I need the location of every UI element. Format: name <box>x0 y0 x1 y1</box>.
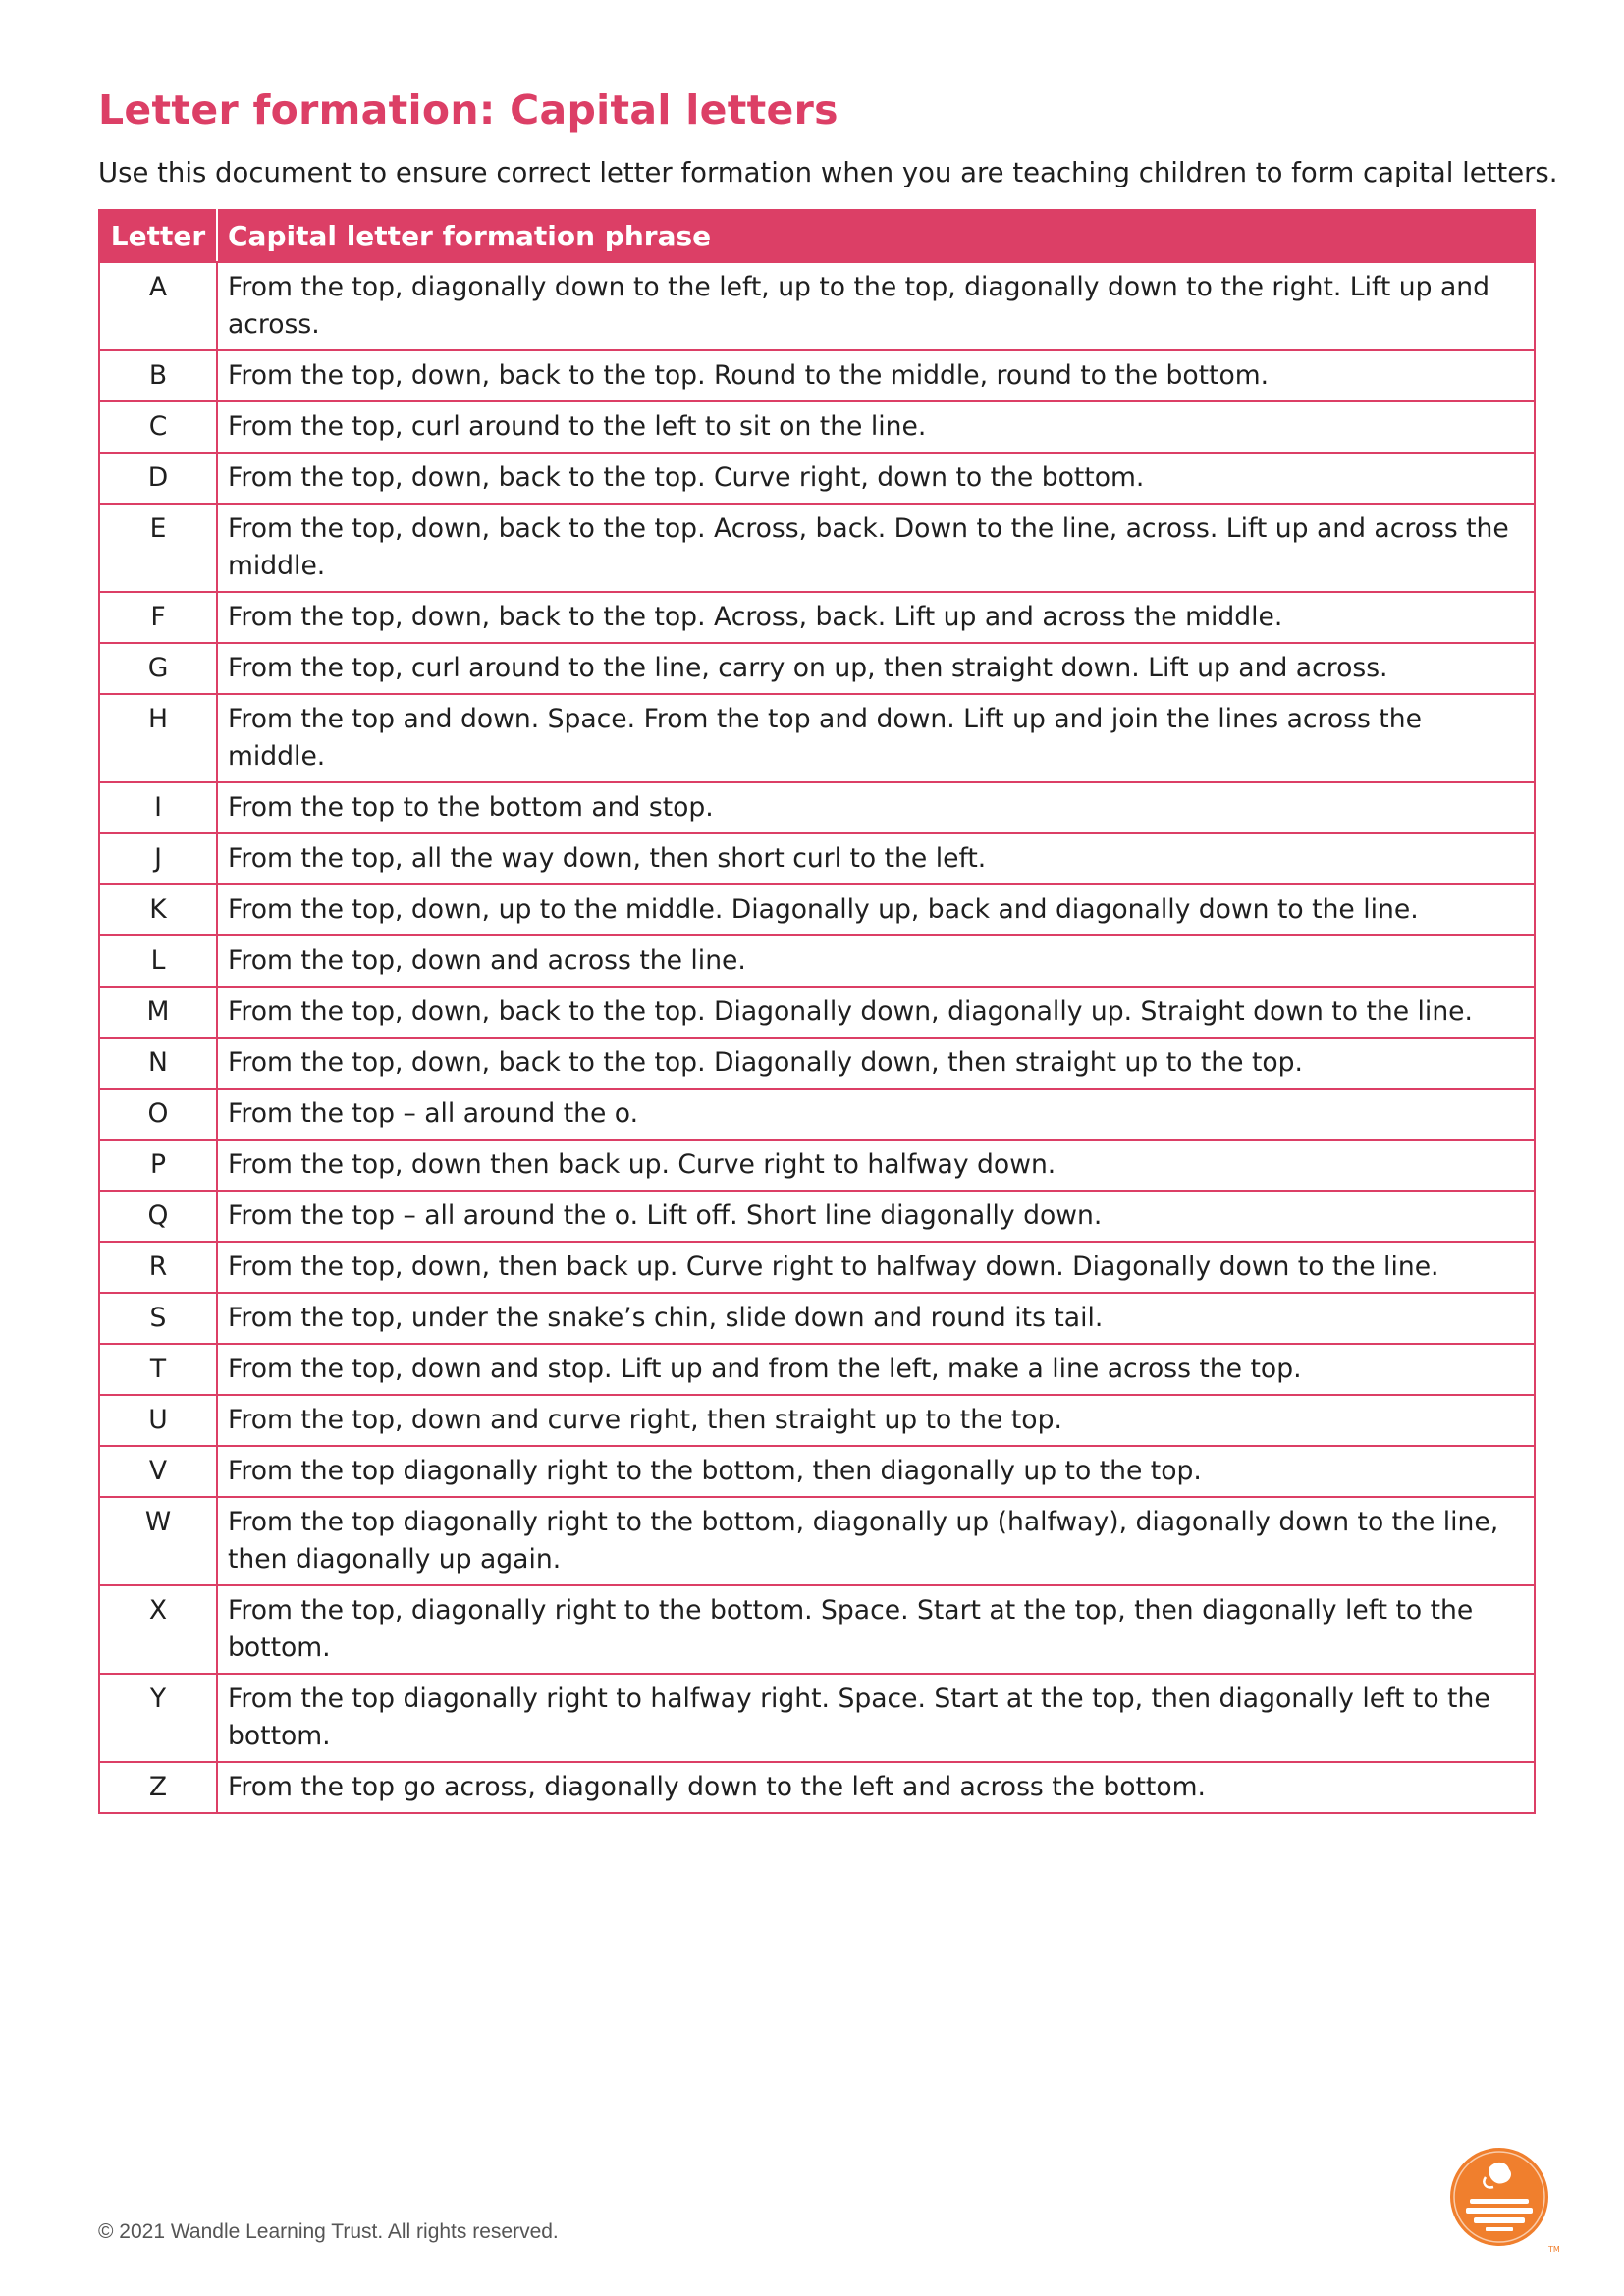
row-phrase: From the top – all around the o. <box>217 1089 1535 1140</box>
row-letter: I <box>99 782 217 833</box>
table-row <box>99 1585 1535 1674</box>
table-row <box>99 1446 1535 1497</box>
table-row <box>99 1089 1535 1140</box>
table-row <box>99 1191 1535 1242</box>
row-phrase: From the top, down then back up. Curve right to halfway down. <box>217 1140 1535 1191</box>
row-phrase: From the top, all the way down, then short curl to the left. <box>217 833 1535 884</box>
row-phrase: From the top – all around the o. Lift off. Short line diagonally down. <box>217 1191 1535 1242</box>
copyright-footer: © 2021 Wandle Learning Trust. All rights reserved. <box>98 2220 559 2243</box>
table-row <box>99 1395 1535 1446</box>
header-phrase: Capital letter formation phrase <box>217 210 1535 262</box>
table-row <box>99 1242 1535 1293</box>
letters-and-sounds-logo-icon <box>1446 2144 1560 2254</box>
table-row <box>99 592 1535 643</box>
row-letter: T <box>99 1344 217 1395</box>
row-letter: S <box>99 1293 217 1344</box>
table-row <box>99 833 1535 884</box>
row-phrase: From the top, curl around to the left to sit on the line. <box>217 401 1535 453</box>
row-letter: G <box>99 643 217 694</box>
row-letter: J <box>99 833 217 884</box>
row-letter: M <box>99 987 217 1038</box>
table-row <box>99 262 1535 350</box>
table-row <box>99 350 1535 401</box>
table-row <box>99 694 1535 782</box>
table-row <box>99 504 1535 592</box>
row-letter: B <box>99 350 217 401</box>
row-letter: W <box>99 1497 217 1585</box>
row-phrase: From the top to the bottom and stop. <box>217 782 1535 833</box>
row-phrase: From the top, down, then back up. Curve right to halfway down. Diagonally down to the line. <box>217 1242 1535 1293</box>
row-phrase: From the top diagonally right to the bottom, then diagonally up to the top. <box>217 1446 1535 1497</box>
table-row <box>99 1293 1535 1344</box>
table-row <box>99 1497 1535 1585</box>
row-phrase: From the top, down, back to the top. Diagonally down, then straight up to the top. <box>217 1038 1535 1089</box>
table-row <box>99 884 1535 935</box>
table-row <box>99 1038 1535 1089</box>
letter-formation-table <box>98 209 1536 1814</box>
row-phrase: From the top, down and across the line. <box>217 935 1535 987</box>
row-letter: X <box>99 1585 217 1674</box>
row-phrase: From the top diagonally right to halfway right. Space. Start at the top, then diagonally left to the bottom. <box>217 1674 1535 1762</box>
table-row <box>99 935 1535 987</box>
intro-text: Use this document to ensure correct letter formation when you are teaching children to form capital letters. <box>98 157 1558 188</box>
row-phrase: From the top, down, back to the top. Across, back. Down to the line, across. Lift up and across the middle. <box>217 504 1535 592</box>
table-row <box>99 643 1535 694</box>
table-row <box>99 1344 1535 1395</box>
page-title: Letter formation: Capital letters <box>98 86 839 133</box>
row-letter: K <box>99 884 217 935</box>
trademark-mark: TM <box>1548 2245 1560 2254</box>
row-phrase: From the top diagonally right to the bottom, diagonally up (halfway), diagonally down to the line, then diagonally up again. <box>217 1497 1535 1585</box>
row-letter: O <box>99 1089 217 1140</box>
row-letter: Z <box>99 1762 217 1813</box>
row-phrase: From the top go across, diagonally down to the left and across the bottom. <box>217 1762 1535 1813</box>
row-phrase: From the top, under the snake’s chin, slide down and round its tail. <box>217 1293 1535 1344</box>
row-phrase: From the top, down, up to the middle. Diagonally up, back and diagonally down to the line. <box>217 884 1535 935</box>
table-row <box>99 782 1535 833</box>
row-phrase: From the top, curl around to the line, carry on up, then straight down. Lift up and across. <box>217 643 1535 694</box>
table-row <box>99 1674 1535 1762</box>
table-row <box>99 987 1535 1038</box>
row-phrase: From the top, down and stop. Lift up and from the left, make a line across the top. <box>217 1344 1535 1395</box>
row-phrase: From the top and down. Space. From the top and down. Lift up and join the lines across the middle. <box>217 694 1535 782</box>
row-letter: C <box>99 401 217 453</box>
header-letter: Letter <box>99 210 217 262</box>
row-letter: R <box>99 1242 217 1293</box>
row-letter: A <box>99 262 217 350</box>
row-phrase: From the top, diagonally down to the left, up to the top, diagonally down to the right. Lift up and across. <box>217 262 1535 350</box>
table-row <box>99 1762 1535 1813</box>
row-phrase: From the top, down, back to the top. Across, back. Lift up and across the middle. <box>217 592 1535 643</box>
row-letter: V <box>99 1446 217 1497</box>
row-letter: N <box>99 1038 217 1089</box>
row-letter: D <box>99 453 217 504</box>
row-phrase: From the top, down and curve right, then straight up to the top. <box>217 1395 1535 1446</box>
table-row <box>99 401 1535 453</box>
row-letter: L <box>99 935 217 987</box>
row-letter: H <box>99 694 217 782</box>
row-letter: P <box>99 1140 217 1191</box>
row-phrase: From the top, diagonally right to the bottom. Space. Start at the top, then diagonally left to the bottom. <box>217 1585 1535 1674</box>
row-letter: E <box>99 504 217 592</box>
row-letter: Q <box>99 1191 217 1242</box>
table-row <box>99 453 1535 504</box>
table-header-row <box>99 210 1535 262</box>
row-letter: Y <box>99 1674 217 1762</box>
row-phrase: From the top, down, back to the top. Round to the middle, round to the bottom. <box>217 350 1535 401</box>
table-row <box>99 1140 1535 1191</box>
row-letter: U <box>99 1395 217 1446</box>
row-letter: F <box>99 592 217 643</box>
row-phrase: From the top, down, back to the top. Curve right, down to the bottom. <box>217 453 1535 504</box>
row-phrase: From the top, down, back to the top. Diagonally down, diagonally up. Straight down to the line. <box>217 987 1535 1038</box>
